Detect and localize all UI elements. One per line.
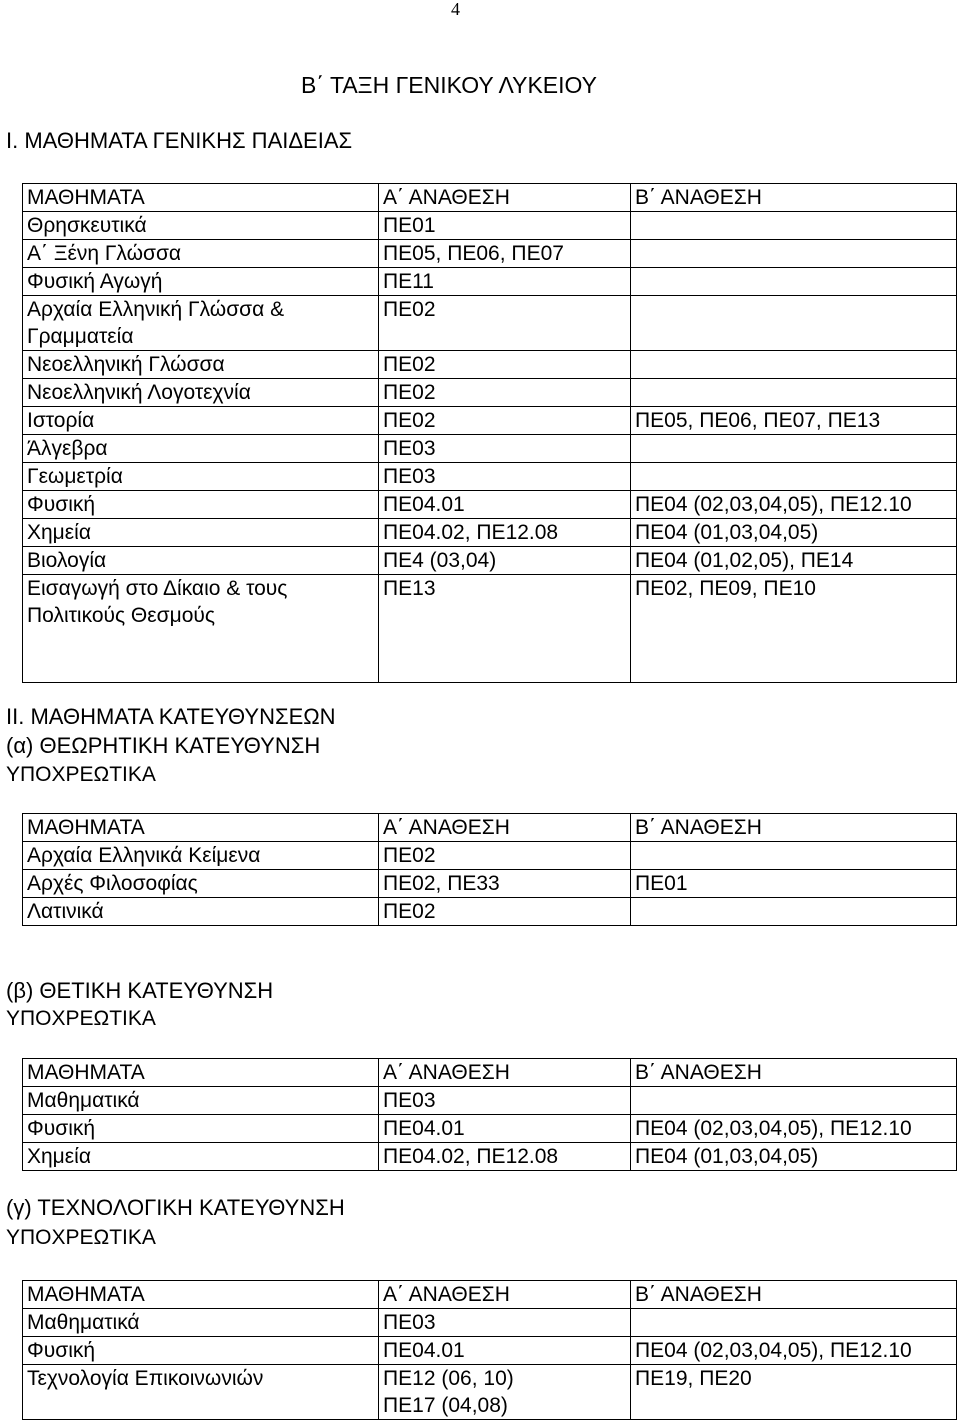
first-assignment-cell: ΠΕ03 (379, 463, 631, 491)
second-assignment-cell: ΠΕ04 (01,03,04,05) (631, 519, 957, 547)
second-assignment-cell: ΠΕ04 (02,03,04,05), ΠΕ12.10 (631, 1115, 957, 1143)
subject-cell: Φυσική (23, 1115, 379, 1143)
first-assignment-cell: ΠΕ13 (379, 575, 631, 683)
table-row (23, 296, 957, 351)
subject-cell: Νεοελληνική Γλώσσα (23, 351, 379, 379)
first-assignment-cell: ΠΕ02 (379, 296, 631, 351)
first-assignment-cell: ΠΕ03 (379, 1087, 631, 1115)
column-header: ΜΑΘΗΜΑΤΑ (23, 1281, 379, 1309)
first-assignment-cell: ΠΕ04.02, ΠΕ12.08 (379, 1143, 631, 1171)
subject-cell: Αρχαία Ελληνική Γλώσσα & Γραμματεία (23, 296, 379, 351)
subject-cell: Αρχαία Ελληνικά Κείμενα (23, 842, 379, 870)
column-header: Β΄ ΑΝΑΘΕΣΗ (631, 1059, 957, 1087)
subject-cell: Ιστορία (23, 407, 379, 435)
second-assignment-cell (631, 1309, 957, 1337)
second-assignment-cell (631, 212, 957, 240)
second-assignment-cell (631, 898, 957, 926)
table-row (23, 898, 957, 926)
column-header: Β΄ ΑΝΑΘΕΣΗ (631, 814, 957, 842)
second-assignment-cell: ΠΕ02, ΠΕ09, ΠΕ10 (631, 575, 957, 683)
technology-subheading: ΥΠΟΧΡΕΩΤΙΚΑ (6, 1226, 156, 1249)
subject-cell: Θρησκευτικά (23, 212, 379, 240)
first-assignment-cell: ΠΕ4 (03,04) (379, 547, 631, 575)
column-header: Α΄ ΑΝΑΘΕΣΗ (379, 1059, 631, 1087)
subject-cell: Τεχνολογία Επικοινωνιών (23, 1365, 379, 1420)
table-row (23, 379, 957, 407)
second-assignment-cell (631, 240, 957, 268)
subject-cell: Φυσική (23, 1337, 379, 1365)
table-row (23, 842, 957, 870)
table-header-row (23, 1281, 957, 1309)
technology-heading: (γ) ΤΕΧΝΟΛΟΓΙΚΗ ΚΑΤΕΥΘΥΝΣΗ (6, 1195, 345, 1220)
second-assignment-cell: ΠΕ19, ΠΕ20 (631, 1365, 957, 1420)
theoretical-table (22, 813, 957, 926)
subject-cell: Α΄ Ξένη Γλώσσα (23, 240, 379, 268)
subject-cell: Φυσική (23, 491, 379, 519)
first-assignment-cell: ΠΕ04.01 (379, 1337, 631, 1365)
column-header: Α΄ ΑΝΑΘΕΣΗ (379, 814, 631, 842)
science-heading: (β) ΘΕΤΙΚΗ ΚΑΤΕΥΘΥΝΣΗ (6, 978, 274, 1003)
first-assignment-cell: ΠΕ04.01 (379, 1115, 631, 1143)
first-assignment-cell: ΠΕ02 (379, 407, 631, 435)
second-assignment-cell: ΠΕ04 (01,02,05), ΠΕ14 (631, 547, 957, 575)
column-header: Β΄ ΑΝΑΘΕΣΗ (631, 1281, 957, 1309)
table-row (23, 435, 957, 463)
first-assignment-cell: ΠΕ04.01 (379, 491, 631, 519)
general-subjects-table (22, 183, 957, 683)
table-row (23, 1365, 957, 1420)
table-row (23, 575, 957, 683)
first-assignment-cell: ΠΕ02 (379, 842, 631, 870)
first-assignment-cell: ΠΕ02, ΠΕ33 (379, 870, 631, 898)
table-row (23, 519, 957, 547)
first-assignment-cell: ΠΕ02 (379, 351, 631, 379)
column-header: ΜΑΘΗΜΑΤΑ (23, 184, 379, 212)
second-assignment-cell (631, 296, 957, 351)
second-assignment-cell: ΠΕ04 (02,03,04,05), ΠΕ12.10 (631, 491, 957, 519)
table-row (23, 407, 957, 435)
table-row (23, 240, 957, 268)
table-row (23, 1143, 957, 1171)
second-assignment-cell (631, 379, 957, 407)
second-assignment-cell (631, 1087, 957, 1115)
table-row (23, 1337, 957, 1365)
subject-cell: Γεωμετρία (23, 463, 379, 491)
subject-cell: Αρχές Φιλοσοφίας (23, 870, 379, 898)
first-assignment-cell: ΠΕ03 (379, 1309, 631, 1337)
column-header: Β΄ ΑΝΑΘΕΣΗ (631, 184, 957, 212)
first-assignment-cell: ΠΕ04.02, ΠΕ12.08 (379, 519, 631, 547)
science-subheading: ΥΠΟΧΡΕΩΤΙΚΑ (6, 1007, 156, 1030)
first-assignment-cell: ΠΕ12 (06, 10) ΠΕ17 (04,08) (379, 1365, 631, 1420)
second-assignment-cell (631, 268, 957, 296)
table-row (23, 463, 957, 491)
table-header-row (23, 814, 957, 842)
second-assignment-cell: ΠΕ04 (01,03,04,05) (631, 1143, 957, 1171)
second-assignment-cell (631, 463, 957, 491)
subject-cell: Μαθηματικά (23, 1309, 379, 1337)
table-row (23, 1115, 957, 1143)
page-number: 4 (451, 0, 460, 19)
table-row (23, 268, 957, 296)
table-row (23, 351, 957, 379)
subject-cell: Μαθηματικά (23, 1087, 379, 1115)
second-assignment-cell: ΠΕ04 (02,03,04,05), ΠΕ12.10 (631, 1337, 957, 1365)
section2-heading: ΙΙ. ΜΑΘΗΜΑΤΑ ΚΑΤΕΥΘΥΝΣΕΩΝ (6, 704, 336, 729)
subject-cell: Βιολογία (23, 547, 379, 575)
second-assignment-cell (631, 351, 957, 379)
subject-cell: Άλγεβρα (23, 435, 379, 463)
theoretical-heading: (α) ΘΕΩΡΗΤΙΚΗ ΚΑΤΕΥΘΥΝΣΗ (6, 733, 321, 758)
technology-table (22, 1280, 957, 1420)
subject-cell: Φυσική Αγωγή (23, 268, 379, 296)
second-assignment-cell (631, 842, 957, 870)
column-header: ΜΑΘΗΜΑΤΑ (23, 1059, 379, 1087)
subject-cell: Χημεία (23, 1143, 379, 1171)
column-header: ΜΑΘΗΜΑΤΑ (23, 814, 379, 842)
first-assignment-cell: ΠΕ02 (379, 898, 631, 926)
section1-heading: Ι. ΜΑΘΗΜΑΤΑ ΓΕΝΙΚΗΣ ΠΑΙΔΕΙΑΣ (6, 128, 353, 153)
subject-cell: Χημεία (23, 519, 379, 547)
second-assignment-cell: ΠΕ01 (631, 870, 957, 898)
table-row (23, 547, 957, 575)
first-assignment-cell: ΠΕ02 (379, 379, 631, 407)
subject-cell: Εισαγωγή στο Δίκαιο & τους Πολιτικούς Θεσμούς (23, 575, 379, 683)
first-assignment-cell: ΠΕ03 (379, 435, 631, 463)
subject-cell: Λατινικά (23, 898, 379, 926)
table-row (23, 491, 957, 519)
column-header: Α΄ ΑΝΑΘΕΣΗ (379, 184, 631, 212)
table-header-row (23, 184, 957, 212)
table-row (23, 1309, 957, 1337)
table-row (23, 870, 957, 898)
second-assignment-cell (631, 435, 957, 463)
table-row (23, 212, 957, 240)
science-table (22, 1058, 957, 1171)
second-assignment-cell: ΠΕ05, ΠΕ06, ΠΕ07, ΠΕ13 (631, 407, 957, 435)
first-assignment-cell: ΠΕ01 (379, 212, 631, 240)
document-title: Β΄ ΤΑΞΗ ΓΕΝΙΚΟΥ ΛΥΚΕΙΟΥ (301, 72, 598, 98)
first-assignment-cell: ΠΕ11 (379, 268, 631, 296)
table-header-row (23, 1059, 957, 1087)
subject-cell: Νεοελληνική Λογοτεχνία (23, 379, 379, 407)
column-header: Α΄ ΑΝΑΘΕΣΗ (379, 1281, 631, 1309)
first-assignment-cell: ΠΕ05, ΠΕ06, ΠΕ07 (379, 240, 631, 268)
theoretical-subheading: ΥΠΟΧΡΕΩΤΙΚΑ (6, 763, 156, 786)
table-row (23, 1087, 957, 1115)
